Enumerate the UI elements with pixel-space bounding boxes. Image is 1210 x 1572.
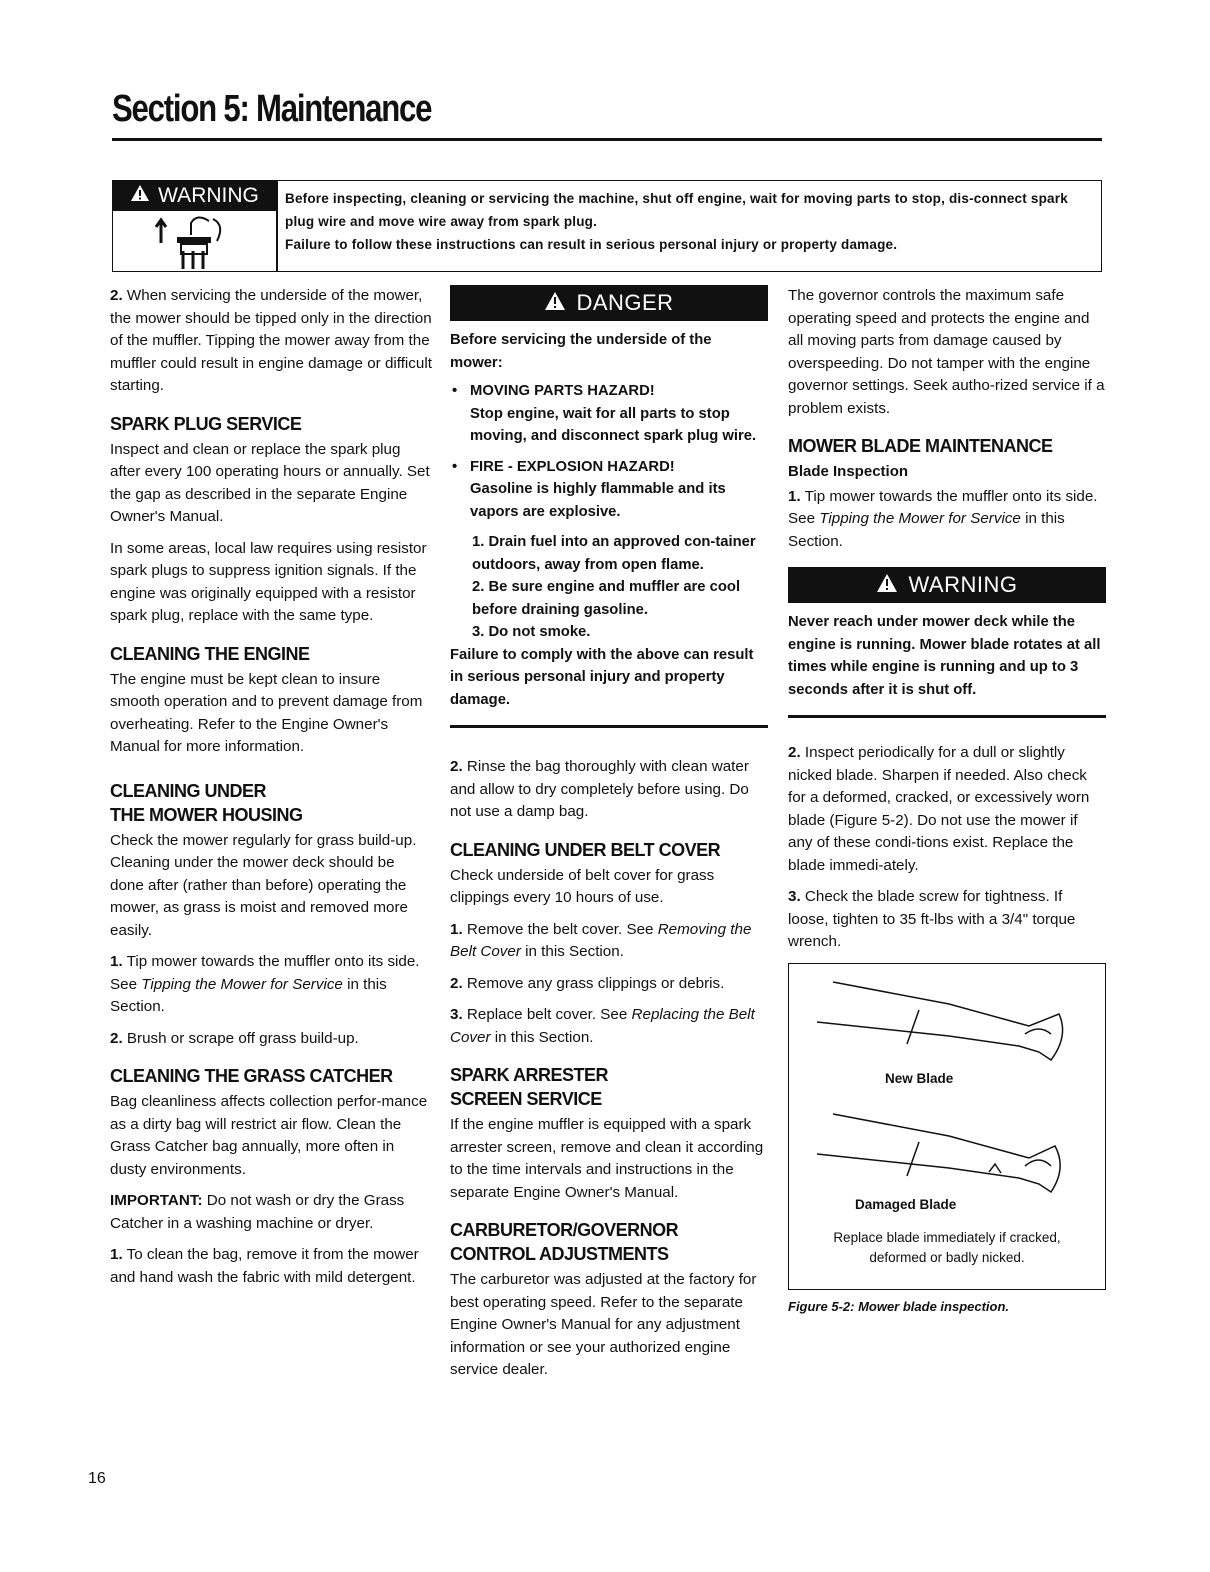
danger-badge (450, 285, 768, 321)
belt-step-1: 1. Remove the belt cover. See Removing the Belt Cover in this Section. (450, 920, 752, 960)
important-note: IMPORTANT: Do not wash or dry the Grass Catcher in a washing machine or dryer. (110, 1192, 405, 1232)
danger-rule (450, 725, 768, 728)
carburetor-para: The carburetor was adjusted at the factory for best operating speed. Refer to the separate Engine Owner's Manual for any adjustment information or see your authorized engine service dealer. (450, 1271, 757, 1378)
column-2 (450, 285, 768, 1391)
new-blade-label: New Blade (885, 1070, 954, 1086)
column-1 (110, 285, 432, 1298)
cleaning-under-step-1: 1. Tip mower towards the muffler onto its side. See Tipping the Mower for Service in this Section. (110, 953, 420, 1015)
spark-plug-para-2: In some areas, local law requires using resistor spark plugs to suppress ignition signals. If the engine was originally equipped with a resistor spark plug, replace with the same type. (110, 539, 427, 624)
tip-direction-para: 2. When servicing the underside of the mower, the mower should be tipped only in the direction of the muffler. Tipping the mower away from the muffler could result in engine damage or difficult starting. (110, 287, 432, 394)
danger-block (450, 329, 768, 711)
grass-catcher-para: Bag cleanliness affects collection perfor-mance as a dirty bag will restrict air flow. Clean the Grass Catcher bag annually, more often in dusty environments. (110, 1093, 428, 1178)
warning-badge (113, 181, 276, 211)
danger-footer: Failure to comply with the above can result in serious personal injury and property damage. (450, 646, 754, 708)
spark-arrester-para: If the engine muffler is equipped with a spark arrester screen, remove and clean it according to the time intervals and instructions in the separate Engine Owner's Manual. (450, 1116, 764, 1201)
blade-warning-triangle-icon (876, 573, 898, 598)
danger-sub-2: 2. Be sure engine and muffler are cool before draining gasoline. (472, 579, 741, 618)
inspection-step-1: 1. Tip mower towards the muffler onto its side. See Tipping the Mower for Service in this Section. (788, 487, 1098, 550)
top-warning-box (112, 180, 1102, 272)
warning-divider (276, 181, 278, 271)
danger-triangle-icon (544, 291, 566, 316)
cleaning-engine-heading: CLEANING THE ENGINE (110, 643, 310, 664)
danger-sub-1: 1. Drain fuel into an approved con-tainer outdoors, away from open flame. (472, 534, 756, 573)
spark-arrester-heading: SPARK ARRESTER SCREEN SERVICE (450, 1065, 609, 1109)
figure-title: Figure 5-2: Mower blade inspection. (788, 1298, 1010, 1314)
warning-line-2: Failure to follow these instructions can result in serious personal injury or property damage. (285, 237, 898, 252)
inspection-step-3: 3. Check the blade screw for tightness. If loose, tighten to 35 ft-lbs with a 3/4" torque wrench. (788, 888, 1076, 950)
danger-bullet-moving-parts: • MOVING PARTS HAZARD! Stop engine, wait for all parts to stop moving, and disconnect spark plug wire. (450, 380, 768, 448)
figure-caption: Replace blade immediately if cracked, deformed or badly nicked. (833, 1229, 1061, 1265)
rinse-step: 2. Rinse the bag thoroughly with clean water and allow to dry completely before using. Do not use a damp bag. (450, 758, 749, 820)
spark-plug-para-1: Inspect and clean or replace the spark plug after every 100 operating hours or annually. Set the gap as described in the separate Engine Owner's Manual. (110, 440, 430, 525)
cleaning-engine-para: The engine must be kept clean to insure smooth operation and to prevent damage from overheating. Refer to the Engine Owner's Manual for more information. (110, 670, 423, 755)
belt-cover-para: Check underside of belt cover for grass clippings every 10 hours of use. (450, 866, 715, 906)
grass-catcher-heading: CLEANING THE GRASS CATCHER (110, 1066, 393, 1086)
carburetor-heading: CARBURETOR/GOVERNOR CONTROL ADJUSTMENTS (450, 1220, 679, 1264)
spark-plug-disconnect-icon (113, 211, 276, 271)
damaged-blade-drawing (817, 1114, 1060, 1192)
page-number: 16 (88, 1470, 106, 1487)
blade-figure-box (788, 963, 1106, 1290)
inspection-step-2: 2. Inspect periodically for a dull or slightly nicked blade. Sharpen if needed. Also check for a deformed, cracked, or excessively worn blade (Figure 5-2). Do not use the mower if any of these condi-tions exist. Replace the blade immedi-ately. (788, 744, 1090, 874)
warning-line-1: Before inspecting, cleaning or servicing the machine, shut off engine, wait for moving parts to stop, dis-connect spark plug wire and move wire away from spark plug. (285, 191, 1068, 229)
belt-step-2: 2. Remove any grass clippings or debris. (450, 974, 725, 992)
warning-label: WARNING (158, 184, 259, 207)
warning-text (285, 187, 1100, 256)
blade-maintenance-heading: MOWER BLADE MAINTENANCE (788, 436, 1053, 456)
new-blade-drawing (817, 982, 1063, 1060)
danger-bullet-fire: • FIRE - EXPLOSION HAZARD! Gasoline is highly flammable and its vapors are explosive. (450, 456, 768, 524)
blade-inspection-subheading: Blade Inspection (788, 463, 909, 480)
warning-triangle-icon (130, 184, 150, 208)
blade-warning-label: WARNING (908, 571, 1018, 597)
cleaning-under-step-2: 2. Brush or scrape off grass build-up. (110, 1029, 359, 1047)
spark-plug-heading: SPARK PLUG SERVICE (110, 413, 302, 434)
page-title: Section 5: Maintenance (112, 88, 432, 130)
danger-sub-3: 3. Do not smoke. (472, 624, 591, 640)
danger-label: DANGER (576, 289, 674, 315)
blade-illustration (789, 964, 1103, 1224)
belt-cover-heading: CLEANING UNDER BELT COVER (450, 839, 721, 860)
column-3 (788, 285, 1106, 1318)
cleaning-under-para: Check the mower regularly for grass build-up. Cleaning under the mower deck should be done after (rather than before) operating the mower, as grass is moist and removed more easily. (110, 831, 417, 939)
blade-warning-rule (788, 715, 1106, 718)
damaged-blade-label: Damaged Blade (855, 1196, 957, 1212)
governor-para: The governor controls the maximum safe operating speed and protects the engine and all moving parts from damage caused by overspeeding. Do not tamper with the engine governor settings. Seek autho-rized service if a problem exists. (788, 287, 1105, 417)
grass-catcher-step-1: 1. To clean the bag, remove it from the mower and hand wash the fabric with mild detergent. (110, 1246, 419, 1286)
blade-warning-badge (788, 567, 1106, 603)
title-rule (112, 138, 1102, 141)
belt-step-3: 3. Replace belt cover. See Replacing the Belt Cover in this Section. (450, 1006, 755, 1046)
blade-warning-text: Never reach under mower deck while the engine is running. Mower blade rotates at all times while engine is running and up to 3 seconds after it is shut off. (788, 614, 1101, 698)
danger-intro: Before servicing the underside of the mower: (450, 332, 712, 371)
cleaning-under-heading: CLEANING UNDER THE MOWER HOUSING (110, 780, 303, 825)
